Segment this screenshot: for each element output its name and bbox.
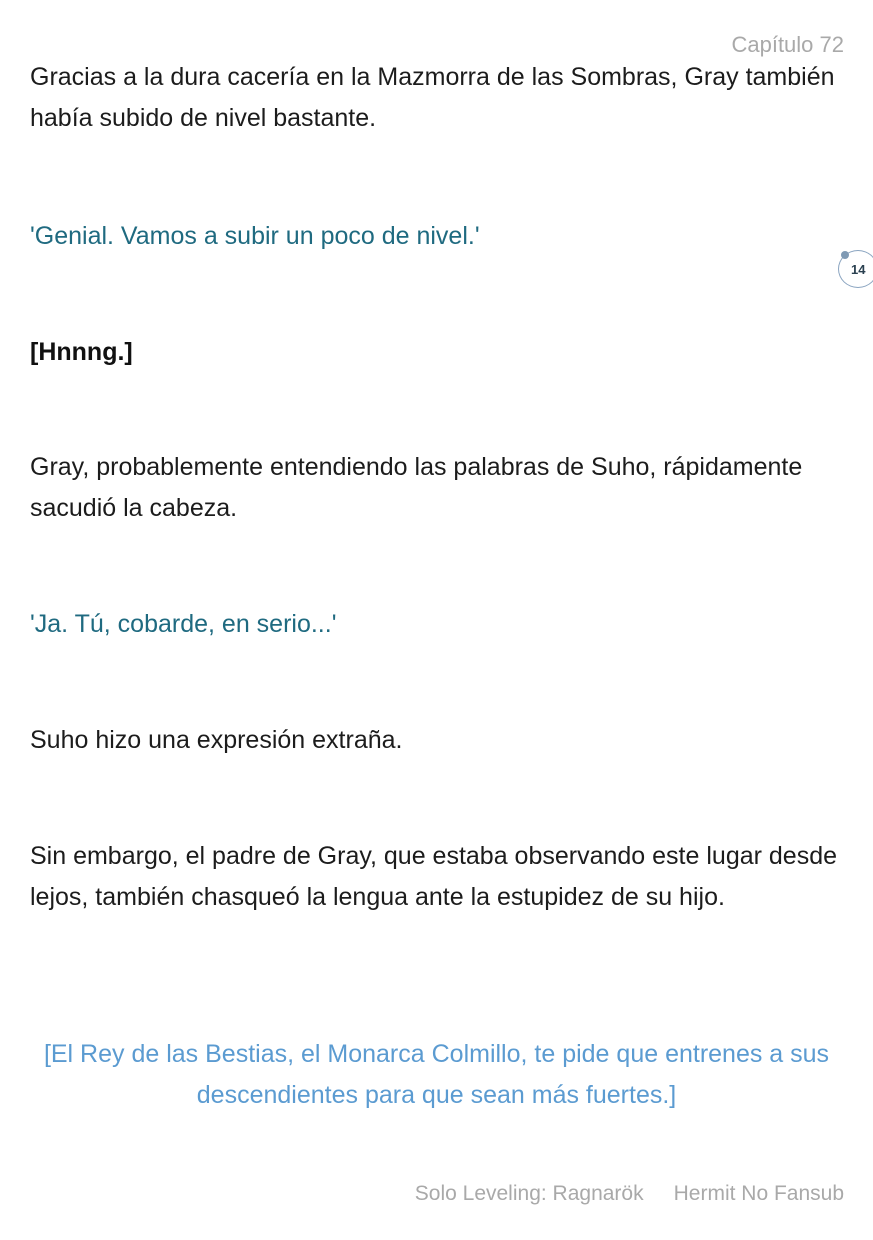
badge-dot-icon [841,251,849,259]
footer [415,1182,844,1206]
paragraph-narration: Suho hizo una expresión extraña. [30,726,403,754]
paragraph-thought: 'Genial. Vamos a subir un poco de nivel.' [30,222,480,250]
footer-title: Solo Leveling: Ragnarök [414,1182,644,1205]
comment-count-badge[interactable] [838,250,873,288]
chapter-label: Capítulo 72 [731,32,844,57]
footer-credit: Hermit No Fansub [673,1182,844,1205]
paragraph-thought: 'Ja. Tú, cobarde, en serio...' [30,610,337,638]
paragraph-sound: [Hnnng.] [30,338,133,366]
paragraph-narration: Gray, probablemente entendiendo las palabras de Suho, rápidamente sacudió la cabeza. [30,453,803,522]
paragraph-narration: Gracias a la dura cacería en la Mazmorra de las Sombras, Gray también había subido de nivel bastante. [30,63,835,132]
comment-count: 14 [851,262,866,277]
paragraph-system-message: [El Rey de las Bestias, el Monarca Colmillo, te pide que entrenes a sus descendientes para que sean más fuertes.] [43,1040,830,1109]
paragraph-narration: Sin embargo, el padre de Gray, que estaba observando este lugar desde lejos, también chasqueó la lengua ante la estupidez de su hijo. [30,842,838,911]
